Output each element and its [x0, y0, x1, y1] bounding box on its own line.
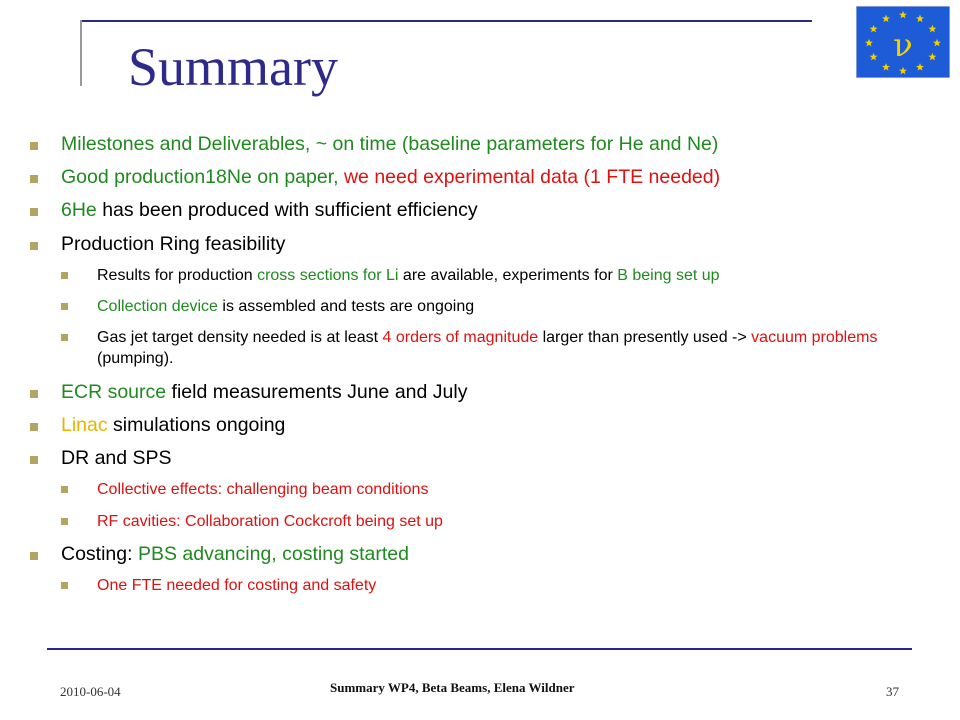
bullet-text: RF cavities: Collaboration Cockcroft being set up [97, 512, 443, 530]
list-item [30, 165, 955, 189]
title-frame-left-line [80, 20, 82, 86]
sub-list-item [30, 575, 955, 596]
bullet-marker [61, 486, 68, 493]
bullet-text: Costing: [61, 542, 138, 565]
sub-list-item [30, 511, 955, 532]
bullet-text-highlight: 4 orders of magnitude [382, 329, 539, 347]
bullet-text: larger than presently used -> [538, 329, 752, 347]
bullet-text: simulations ongoing [107, 413, 286, 436]
sub-list-item [30, 327, 955, 369]
bullet-text: field measurements June and July [166, 380, 468, 403]
bullet-text: is assembled and tests are ongoing [217, 298, 475, 316]
bullet-text-highlight: vacuum problems [751, 329, 878, 347]
bullet-text-highlight: Linac [61, 413, 108, 436]
bullet-text: Gas jet target density needed is at least [97, 329, 383, 347]
bullet-text: Results for production [97, 266, 258, 284]
footer-title: Summary WP4, Beta Beams, Elena Wildner [330, 680, 575, 695]
footer-rule [47, 648, 912, 650]
sub-list-item [30, 479, 955, 500]
bullet-text-highlight: we need experimental data (1 FTE needed) [343, 166, 721, 189]
slide-title: Summary [128, 37, 338, 97]
bullet-text-highlight: 6He [61, 199, 97, 222]
bullet-marker [30, 390, 38, 398]
bullet-marker [30, 175, 38, 183]
bullet-marker [30, 552, 38, 560]
bullet-text: has been produced with sufficient efficiency [96, 199, 478, 222]
bullet-text: Production Ring feasibility [61, 232, 286, 255]
bullet-text-highlight: cross sections for Li [257, 266, 399, 284]
bullet-marker [61, 518, 68, 525]
bullet-text: are available, experiments for [398, 266, 618, 284]
bullet-list [30, 132, 955, 606]
bullet-marker [61, 582, 68, 589]
bullet-marker [30, 456, 38, 464]
bullet-text-highlight: ECR source [61, 380, 167, 403]
bullet-marker [61, 303, 68, 310]
list-item [30, 198, 955, 222]
title-frame-top-line [80, 20, 812, 22]
nu-symbol: ν [893, 26, 913, 64]
bullet-text-highlight: Collection device [97, 298, 218, 316]
bullet-text: DR and SPS [61, 447, 172, 470]
bullet-marker [30, 423, 38, 431]
bullet-text: Milestones and Deliverables, ~ on time (baseline parameters for He and Ne) [61, 133, 719, 155]
bullet-marker [61, 272, 68, 279]
list-item [30, 132, 955, 156]
sub-list-item [30, 296, 955, 317]
footer-date: 2010-06-04 [60, 684, 121, 699]
list-item [30, 542, 955, 566]
bullet-text: One FTE needed for costing and safety [97, 576, 377, 594]
list-item [30, 232, 955, 256]
bullet-text: Collective effects: challenging beam conditions [97, 481, 429, 499]
list-item [30, 380, 955, 404]
bullet-marker [30, 242, 38, 250]
bullet-text-highlight: PBS advancing, costing started [137, 542, 409, 565]
bullet-text: Good production18Ne on paper, [61, 166, 344, 189]
sub-list-item [30, 265, 955, 286]
eu-nu-flag-icon [856, 6, 950, 78]
bullet-text: (pumping). [97, 350, 174, 368]
bullet-marker [61, 334, 68, 341]
bullet-marker [30, 208, 38, 216]
page-number: 37 [886, 684, 899, 699]
list-item [30, 446, 955, 470]
bullet-marker [30, 142, 38, 150]
list-item [30, 413, 955, 437]
bullet-text-highlight: B being set up [617, 266, 720, 284]
